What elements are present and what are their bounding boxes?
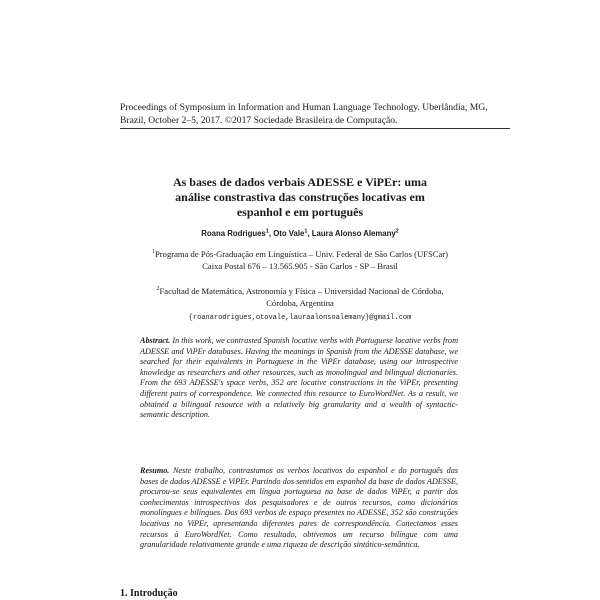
- author-3: Laura Alonso Alemany: [311, 229, 396, 238]
- author-1-sup: 1: [265, 228, 269, 235]
- affiliation-1-line-1: Programa de Pós-Graduação em Linguística – Univ. Federal de São Carlos (UFSCar): [155, 249, 448, 259]
- resumo-text: Neste trabalho, contrastamos os verbos locativos do espanhol e do português das bases de dados ADESSE e ViPEr. Partindo dos sentidos em espanhol da base de dados ADESSE, procurou-se seus equivalentes em língua portuguesa na base de dados ViPEr, a partir dos conhecimentos introspectivos dos pesquisadores e de outros recursos, como dicionários monolíngues e bilíngues. Dos 693 verbos de espaço presentes no ADESSE, 352 são construções locativas no ViPEr, apresentando diferentes pares de correspondência. Conectamos esses recursos à EuroWordNet. Como resultado, obtivemos um recurso bilíngue com uma granularidade relativamente grande e uma riqueza de descrição sintático-semântica.: [140, 466, 459, 550]
- author-2-sup: 1: [304, 228, 308, 235]
- author-emails: {roanarodrigues,otovale,lauraalonsoalemany}@gmail.com: [188, 314, 412, 322]
- proceedings-header: [120, 102, 510, 127]
- title-line-3: espanhol e em português: [236, 205, 364, 219]
- affiliation-1-line-2: Caixa Postal 676 – 13.565.905 - São Carlos - SP – Brasil: [202, 260, 398, 271]
- resumo-label: Resumo.: [140, 466, 170, 475]
- affiliation-2-sup: 2: [156, 286, 160, 293]
- affiliation-1-sup: 1: [152, 249, 155, 256]
- affiliation-2-line-2: Córdoba, Argentina: [266, 297, 334, 308]
- author-3-sup: 2: [395, 228, 399, 235]
- header-rule: [120, 128, 510, 129]
- abstract-portuguese: [140, 466, 458, 551]
- title-line-1: As bases de dados verbais ADESSE e ViPEr: uma: [172, 175, 428, 189]
- title-line-2: análise constrastiva das construções locativas em: [175, 190, 425, 204]
- author-separator: ,: [307, 229, 312, 238]
- section-heading-introduction: 1. Introdução: [120, 588, 178, 599]
- affiliation-2-line-1: Facultad de Matemática, Astronomía y Física – Universidad Nacional de Córdoba,: [159, 286, 444, 296]
- abstract-text: In this work, we contrasted Spanish locative verbs with Portuguese locative verbs from ADESSE and ViPEr databases. Having the meanings in Spanish from the ADESSE database, we searched for their equivalents in Portuguese in the ViPEr database, using our introspective knowledge as researchers and other resources, such as monolingual and bilingual dictionaries. From the 693 ADESSE's space verbs, 352 are locative constructions in the ViPEr, presenting different pairs of correspondence. We connected this resource to EuroWordNet. As a result, we obtained a bilingual resource with a relatively big granularity and a wealth of syntactic-semantic description.: [140, 336, 458, 420]
- author-list: [120, 229, 480, 238]
- affiliation-1: [120, 249, 480, 272]
- author-separator: ,: [268, 229, 274, 238]
- paper-title: [150, 175, 450, 220]
- author-2: Oto Vale: [273, 229, 305, 238]
- header-line-1: Proceedings of Symposium in Information and Human Language Technology. Uberlândia, MG,: [120, 102, 488, 113]
- author-1: Roana Rodrigues: [201, 229, 266, 238]
- header-line-2: Brazil, October 2–5, 2017. ©2017 Sociedade Brasileira de Computação.: [120, 114, 398, 126]
- affiliation-2: [120, 286, 480, 309]
- abstract-english: [140, 336, 458, 421]
- abstract-label: Abstract.: [140, 336, 171, 345]
